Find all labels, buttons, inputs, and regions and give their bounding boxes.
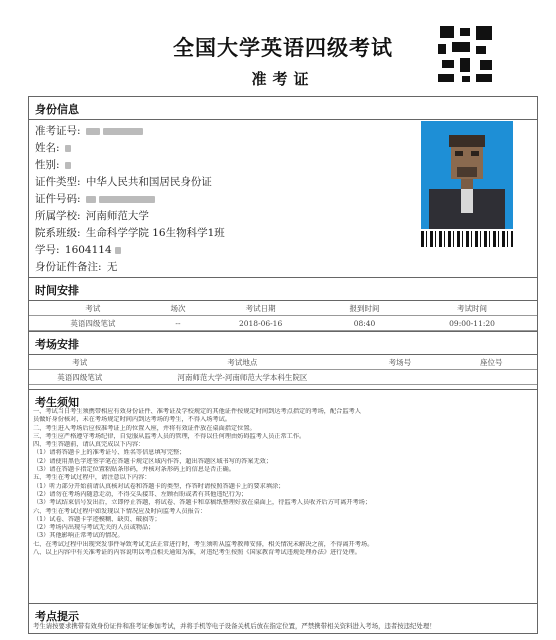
schedule-section	[29, 277, 537, 329]
field-value: 1604114	[64, 244, 112, 256]
venue-section	[29, 331, 537, 383]
field-id-number	[35, 191, 155, 206]
field-label: 证件号码:	[35, 193, 81, 205]
table-header-cell: 座位号	[446, 355, 537, 370]
notice-line: （2）考场内出现与考试无关的人员或物品；	[33, 524, 155, 532]
field-label: 性别:	[35, 159, 60, 171]
notice-line: （3）考试结束信号发出后，立即停止答题，将试卷、答题卡和草稿纸整理好放在桌面上，待监考人员收齐后方可离开考场；	[33, 499, 372, 507]
field-label: 所属学校:	[35, 210, 81, 222]
field-value: 无	[106, 261, 118, 273]
field-label: 院系班级:	[35, 227, 81, 239]
notice-section-title: 考生须知	[35, 396, 79, 409]
notice-line: （1）试卷、答题卡字迹模糊、缺页、破损等；	[33, 515, 161, 523]
photo-barcode	[421, 231, 513, 247]
notice-line: （2）请使用黑色字迹签字笔在答题卡规定区域内作答，超出答题区域书写的答案无效；	[33, 457, 273, 465]
table-header-row	[29, 301, 537, 316]
table-cell: 09:00-11:20	[407, 316, 537, 331]
table-header-row	[29, 355, 537, 370]
table-cell: 河南师范大学-河南师范大学本科生院区	[131, 370, 355, 385]
field-label: 准考证号:	[35, 125, 81, 137]
notice-line: 七、在考试过程中出现突发事件导致考试无法正常进行时，考生须听从监考教师安排，相关情况未解决之前，不得离开考场。	[33, 540, 374, 548]
table-cell	[446, 370, 537, 385]
field-label: 学号:	[35, 244, 60, 256]
notice-body	[33, 408, 533, 557]
tips-section-title: 考点提示	[35, 610, 79, 623]
table-header-cell: 考场号	[354, 355, 445, 370]
field-student-number	[35, 242, 121, 257]
table-cell: 英语四级笔试	[29, 316, 157, 331]
field-department-class	[35, 225, 225, 240]
notice-line: 五、考生在考试过程中，请注意以下内容：	[33, 474, 151, 482]
table-header-cell: 考试时间	[407, 301, 537, 316]
notice-line: （3）其他影响正常考试的情况。	[33, 532, 124, 540]
admission-ticket	[28, 10, 538, 636]
table-cell: 2018-06-16	[199, 316, 322, 331]
notice-line: （3）请在答题卡指定位置粘贴条形码，并核对条形码上的信息是否正确。	[33, 466, 235, 474]
table-cell: 英语四级笔试	[29, 370, 131, 385]
table-header-cell: 考试	[29, 301, 157, 316]
notice-line: 一、考试当日考生须携带相应有效身份证件、准考证及学校规定的其他证件按规定时间到达考点指定的考场，配合监考人	[33, 408, 361, 415]
identity-section-title: 身份信息	[29, 97, 537, 120]
qr-code	[436, 24, 496, 84]
notice-line: 三、考生应严格遵守考场纪律，自觉服从监考人员的管理，不得以任何理由妨碍监考人员正常工作。	[33, 432, 306, 440]
candidate-photo	[421, 121, 513, 229]
table-cell: 08:40	[322, 316, 407, 331]
table-header-cell: 考试地点	[131, 355, 355, 370]
table-row	[29, 316, 537, 331]
ticket-frame	[28, 96, 538, 634]
field-label: 姓名:	[35, 142, 60, 154]
table-header-cell: 考试	[29, 355, 131, 370]
photo-silhouette-icon	[421, 121, 513, 229]
table-cell: --	[157, 316, 200, 331]
field-id-type	[35, 174, 212, 189]
notice-line: 八、以上内容中有关准考证的内容说明以考点相关通知为准，对违纪考生按照《国家教育考试违规处理办法》进行处理。	[33, 549, 361, 557]
field-value: 中华人民共和国居民身份证	[85, 176, 212, 188]
field-value: 生命科学学院 16生物科学1班	[85, 227, 225, 239]
schedule-table	[29, 301, 537, 331]
notice-line: （1）请将答题卡上的准考证号、姓名等信息填写完整；	[33, 449, 186, 457]
notice-line: 员做好身份核对，未在考场规定时间内到达考场的考生，不得入场考试。	[33, 416, 231, 424]
field-id-remark	[35, 259, 117, 274]
field-school	[35, 208, 149, 223]
notice-line: （1）听力部分开始前请认真核对试卷和答题卡的类型，作答时请按照答题卡上的要求填涂；	[33, 482, 285, 490]
notice-line: （2）请勿在考场内随意走动，不得交头接耳、左顾右盼或者有其他违纪行为；	[33, 490, 248, 498]
table-cell	[354, 370, 445, 385]
field-admission-number	[35, 123, 143, 138]
field-gender	[35, 157, 71, 172]
table-header-cell: 考试日期	[199, 301, 322, 316]
table-header-cell: 场次	[157, 301, 200, 316]
notice-section	[29, 389, 537, 599]
notice-line: 二、考生进入考场后应按准考证上的位置入座，并将有效证件放在桌面指定位置。	[33, 424, 256, 432]
notice-line: 六、考生在考试过程中如发现以下情况应及时向监考人员报告：	[33, 507, 207, 515]
field-label: 身份证件备注:	[35, 261, 102, 273]
ticket-subtitle: 准考证	[251, 70, 315, 88]
identity-section	[29, 97, 537, 273]
field-value: 河南师范大学	[85, 210, 149, 222]
schedule-section-title: 时间安排	[29, 278, 537, 301]
exam-title: 全国大学英语四级考试	[173, 36, 393, 60]
tips-text: 考生请按要求携带有效身份证件和准考证参加考试，并将手机等电子设备关机后放在指定位置，严禁携带相关资料进入考场，违者按违纪处理！	[33, 622, 436, 630]
venue-section-title: 考场安排	[29, 332, 537, 355]
tips-section	[29, 603, 537, 635]
table-header-cell: 报到时间	[322, 301, 407, 316]
field-name	[35, 140, 71, 155]
venue-table	[29, 355, 537, 385]
field-label: 证件类型:	[35, 176, 81, 188]
notice-line: 四、考生答题前，请认真完成以下内容：	[33, 441, 145, 449]
table-row	[29, 370, 537, 385]
